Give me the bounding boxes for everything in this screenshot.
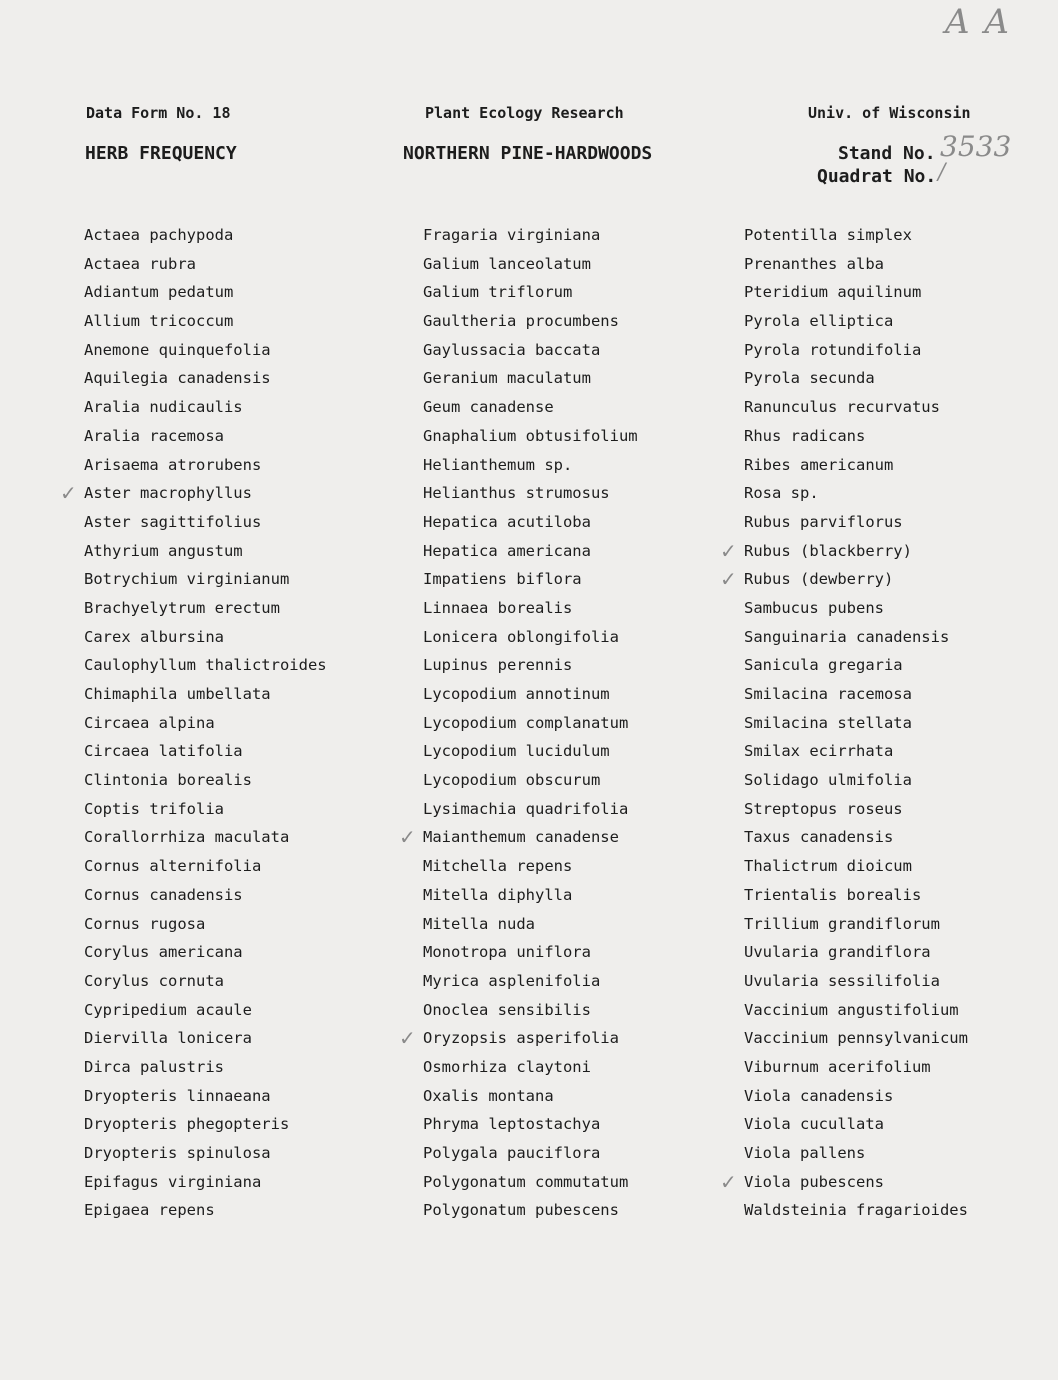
species-item bbox=[744, 1082, 1058, 1111]
species-name: Lonicera oblongifolia bbox=[423, 627, 619, 646]
species-item bbox=[744, 594, 1058, 623]
species-name: Caulophyllum thalictroides bbox=[84, 656, 327, 675]
species-item bbox=[423, 967, 743, 996]
species-item bbox=[423, 938, 743, 967]
species-item bbox=[423, 336, 743, 365]
species-name: Geranium maculatum bbox=[423, 369, 591, 388]
check-mark-icon: ✓ bbox=[720, 538, 737, 563]
species-item bbox=[84, 393, 404, 422]
species-name: Viola canadensis bbox=[744, 1086, 894, 1105]
species-name: Epifagus virginiana bbox=[84, 1172, 262, 1191]
species-name: Prenanthes alba bbox=[744, 254, 884, 273]
species-item bbox=[84, 737, 404, 766]
species-name: Myrica asplenifolia bbox=[423, 971, 601, 990]
species-name: Rosa sp. bbox=[744, 484, 819, 503]
species-name: Lysimachia quadrifolia bbox=[423, 799, 629, 818]
species-item bbox=[744, 766, 1058, 795]
species-name: Cornus canadensis bbox=[84, 885, 243, 904]
species-item bbox=[423, 221, 743, 250]
species-name: Corallorrhiza maculata bbox=[84, 828, 290, 847]
species-item bbox=[84, 766, 404, 795]
species-name: Waldsteinia fragarioides bbox=[744, 1201, 968, 1220]
species-item bbox=[84, 709, 404, 738]
species-name: Potentilla simplex bbox=[744, 226, 912, 244]
species-item bbox=[744, 451, 1058, 480]
species-item bbox=[84, 680, 404, 709]
species-name: Cornus rugosa bbox=[84, 914, 206, 933]
species-name: Diervilla lonicera bbox=[84, 1029, 252, 1048]
species-name: Linnaea borealis bbox=[423, 598, 573, 617]
species-name: Thalictrum dioicum bbox=[744, 857, 912, 876]
species-name: Clintonia borealis bbox=[84, 771, 252, 790]
species-item bbox=[744, 623, 1058, 652]
species-item bbox=[84, 278, 404, 307]
species-name: Allium tricoccum bbox=[84, 312, 234, 331]
species-item bbox=[423, 1139, 743, 1168]
species-name: Dryopteris linnaeana bbox=[84, 1086, 271, 1105]
species-name: Solidago ulmifolia bbox=[744, 771, 912, 790]
species-name: Mitella nuda bbox=[423, 914, 535, 933]
species-name: Aralia nudicaulis bbox=[84, 398, 243, 417]
species-name: Sanguinaria canadensis bbox=[744, 627, 950, 646]
species-item bbox=[84, 565, 404, 594]
species-name: Uvularia grandiflora bbox=[744, 943, 931, 962]
species-item bbox=[423, 278, 743, 307]
species-name: Trillium grandiflorum bbox=[744, 914, 940, 933]
species-name: Oryzopsis asperifolia bbox=[423, 1029, 619, 1048]
species-item bbox=[744, 709, 1058, 738]
species-name: Anemone quinquefolia bbox=[84, 340, 271, 359]
species-item bbox=[720, 565, 1058, 594]
species-name: Corylus cornuta bbox=[84, 971, 224, 990]
species-name: Phryma leptostachya bbox=[423, 1115, 601, 1134]
species-name: Cornus alternifolia bbox=[84, 857, 262, 876]
species-item bbox=[84, 451, 404, 480]
species-item bbox=[744, 1024, 1058, 1053]
species-item bbox=[423, 766, 743, 795]
species-name: Fragaria virginiana bbox=[423, 226, 601, 244]
species-name: Dryopteris phegopteris bbox=[84, 1115, 290, 1134]
check-mark-icon: ✓ bbox=[720, 567, 737, 592]
species-name: Rubus (dewberry) bbox=[744, 570, 894, 589]
species-item bbox=[84, 996, 404, 1025]
species-name: Aster sagittifolius bbox=[84, 512, 262, 531]
species-name: Arisaema atrorubens bbox=[84, 455, 262, 474]
species-name: Taxus canadensis bbox=[744, 828, 894, 847]
species-name: Polygonatum pubescens bbox=[423, 1201, 619, 1220]
species-name: Oxalis montana bbox=[423, 1086, 554, 1105]
species-name: Polygonatum commutatum bbox=[423, 1172, 629, 1191]
species-item bbox=[744, 795, 1058, 824]
species-name: Circaea latifolia bbox=[84, 742, 243, 761]
species-item bbox=[423, 364, 743, 393]
species-name: Smilacina racemosa bbox=[744, 685, 912, 703]
species-name: Hepatica acutiloba bbox=[423, 512, 591, 531]
species-item bbox=[84, 651, 404, 680]
species-name: Corylus americana bbox=[84, 943, 243, 962]
species-name: Smilax ecirrhata bbox=[744, 742, 894, 761]
species-item bbox=[423, 651, 743, 680]
species-item bbox=[744, 250, 1058, 279]
species-item bbox=[84, 1168, 404, 1197]
species-item bbox=[84, 422, 404, 451]
handwritten-corner-initials: A A bbox=[945, 2, 1011, 42]
species-name: Brachyelytrum erectum bbox=[84, 598, 280, 617]
species-item bbox=[744, 1110, 1058, 1139]
species-item bbox=[84, 1139, 404, 1168]
species-item bbox=[84, 938, 404, 967]
species-item bbox=[744, 364, 1058, 393]
quadrat-number-label: Quadrat No. bbox=[817, 166, 937, 187]
species-item bbox=[84, 1024, 404, 1053]
species-name: Sambucus pubens bbox=[744, 598, 884, 617]
species-name: Polygala pauciflora bbox=[423, 1144, 601, 1162]
species-name: Pyrola elliptica bbox=[744, 312, 894, 331]
species-name: Ribes americanum bbox=[744, 455, 894, 474]
species-name: Pyrola rotundifolia bbox=[744, 340, 922, 359]
species-item bbox=[84, 795, 404, 824]
species-item bbox=[744, 881, 1058, 910]
species-item bbox=[720, 537, 1058, 566]
species-name: Osmorhiza claytoni bbox=[423, 1057, 591, 1076]
species-name: Gaultheria procumbens bbox=[423, 312, 619, 331]
species-name: Epigaea repens bbox=[84, 1201, 215, 1220]
species-name: Ranunculus recurvatus bbox=[744, 398, 940, 417]
species-item bbox=[399, 823, 743, 852]
species-item bbox=[744, 852, 1058, 881]
species-item bbox=[423, 537, 743, 566]
species-item bbox=[84, 364, 404, 393]
species-item bbox=[84, 881, 404, 910]
form-number: Data Form No. 18 bbox=[86, 104, 231, 122]
species-column-2 bbox=[399, 221, 743, 1225]
species-item bbox=[423, 852, 743, 881]
form-title: HERB FREQUENCY bbox=[85, 143, 237, 164]
species-name: Dirca palustris bbox=[84, 1057, 224, 1076]
species-name: Vaccinium pennsylvanicum bbox=[744, 1029, 968, 1048]
species-name: Aster macrophyllus bbox=[84, 484, 252, 503]
species-item bbox=[744, 967, 1058, 996]
species-name: Adiantum pedatum bbox=[84, 283, 234, 302]
species-item bbox=[744, 737, 1058, 766]
species-item bbox=[744, 278, 1058, 307]
species-column-3 bbox=[720, 221, 1058, 1225]
species-item bbox=[84, 336, 404, 365]
species-item bbox=[423, 479, 743, 508]
species-name: Smilacina stellata bbox=[744, 713, 912, 732]
species-item bbox=[84, 508, 404, 537]
species-item bbox=[744, 996, 1058, 1025]
species-item bbox=[423, 623, 743, 652]
species-name: Aralia racemosa bbox=[84, 426, 224, 445]
species-item bbox=[84, 250, 404, 279]
species-item bbox=[423, 393, 743, 422]
species-name: Mitchella repens bbox=[423, 857, 573, 876]
species-item bbox=[84, 1110, 404, 1139]
species-name: Geum canadense bbox=[423, 398, 554, 417]
species-item bbox=[84, 307, 404, 336]
species-name: Helianthus strumosus bbox=[423, 484, 610, 503]
organization-label: Plant Ecology Research bbox=[425, 104, 624, 122]
species-name: Rubus (blackberry) bbox=[744, 541, 912, 560]
species-item bbox=[720, 1168, 1058, 1197]
species-item bbox=[423, 1196, 743, 1225]
species-item bbox=[744, 508, 1058, 537]
species-item bbox=[744, 1196, 1058, 1225]
quadrat-number-value: / bbox=[938, 160, 946, 185]
species-name: Carex albursina bbox=[84, 627, 224, 646]
species-item bbox=[744, 221, 1058, 250]
species-item bbox=[744, 823, 1058, 852]
species-name: Coptis trifolia bbox=[84, 799, 224, 818]
species-name: Lycopodium lucidulum bbox=[423, 742, 610, 761]
species-name: Lycopodium obscurum bbox=[423, 771, 601, 790]
species-name: Botrychium virginianum bbox=[84, 570, 290, 589]
species-item bbox=[744, 651, 1058, 680]
species-item bbox=[423, 1110, 743, 1139]
species-item bbox=[423, 737, 743, 766]
species-item bbox=[399, 1024, 743, 1053]
species-item bbox=[744, 307, 1058, 336]
check-mark-icon: ✓ bbox=[60, 481, 77, 506]
species-item bbox=[744, 938, 1058, 967]
community-title: NORTHERN PINE-HARDWOODS bbox=[403, 143, 653, 164]
stand-number-label: Stand No. bbox=[838, 143, 936, 164]
species-item bbox=[744, 393, 1058, 422]
species-name: Monotropa uniflora bbox=[423, 943, 591, 962]
species-item bbox=[84, 221, 404, 250]
stand-number-value: 3533 bbox=[940, 130, 1012, 163]
species-name: Gaylussacia baccata bbox=[423, 340, 601, 359]
species-name: Galium triflorum bbox=[423, 283, 573, 302]
species-item bbox=[423, 594, 743, 623]
species-item bbox=[744, 1139, 1058, 1168]
species-name: Actaea pachypoda bbox=[84, 226, 234, 244]
species-name: Viola pubescens bbox=[744, 1172, 884, 1191]
species-item bbox=[423, 680, 743, 709]
species-item bbox=[744, 336, 1058, 365]
species-item bbox=[84, 823, 404, 852]
species-name: Dryopteris spinulosa bbox=[84, 1144, 271, 1162]
species-item bbox=[84, 623, 404, 652]
species-item bbox=[60, 479, 404, 508]
species-item bbox=[423, 250, 743, 279]
species-name: Mitella diphylla bbox=[423, 885, 573, 904]
species-item bbox=[84, 967, 404, 996]
species-name: Helianthemum sp. bbox=[423, 455, 573, 474]
species-item bbox=[84, 594, 404, 623]
species-name: Uvularia sessilifolia bbox=[744, 971, 940, 990]
species-name: Viola pallens bbox=[744, 1144, 866, 1162]
species-name: Viola cucullata bbox=[744, 1115, 884, 1134]
check-mark-icon: ✓ bbox=[399, 825, 416, 850]
species-name: Galium lanceolatum bbox=[423, 254, 591, 273]
species-item bbox=[84, 537, 404, 566]
species-name: Sanicula gregaria bbox=[744, 656, 903, 675]
species-item bbox=[423, 307, 743, 336]
species-item bbox=[423, 565, 743, 594]
species-item bbox=[744, 680, 1058, 709]
species-name: Trientalis borealis bbox=[744, 885, 922, 904]
stand-number-field bbox=[838, 143, 936, 164]
species-name: Circaea alpina bbox=[84, 713, 215, 732]
species-item bbox=[423, 422, 743, 451]
species-item bbox=[423, 1082, 743, 1111]
species-item bbox=[423, 1168, 743, 1197]
university-label: Univ. of Wisconsin bbox=[808, 104, 971, 122]
check-mark-icon: ✓ bbox=[720, 1169, 737, 1194]
species-name: Impatiens biflora bbox=[423, 570, 582, 589]
species-name: Hepatica americana bbox=[423, 541, 591, 560]
species-item bbox=[423, 1053, 743, 1082]
quadrat-number-field bbox=[817, 166, 936, 187]
species-name: Actaea rubra bbox=[84, 254, 196, 273]
species-name: Athyrium angustum bbox=[84, 541, 243, 560]
species-column-1 bbox=[60, 221, 404, 1225]
species-name: Lupinus perennis bbox=[423, 656, 573, 675]
check-mark-icon: ✓ bbox=[399, 1026, 416, 1051]
species-item bbox=[744, 422, 1058, 451]
species-item bbox=[84, 1082, 404, 1111]
species-item bbox=[423, 910, 743, 939]
species-name: Pyrola secunda bbox=[744, 369, 875, 388]
species-item bbox=[84, 1196, 404, 1225]
species-item bbox=[423, 709, 743, 738]
species-name: Gnaphalium obtusifolium bbox=[423, 426, 638, 445]
species-name: Streptopus roseus bbox=[744, 799, 903, 818]
species-item bbox=[423, 996, 743, 1025]
species-name: Vaccinium angustifolium bbox=[744, 1000, 959, 1019]
species-item bbox=[84, 852, 404, 881]
species-name: Chimaphila umbellata bbox=[84, 685, 271, 703]
species-item bbox=[744, 479, 1058, 508]
species-item bbox=[744, 910, 1058, 939]
species-item bbox=[423, 795, 743, 824]
species-name: Cypripedium acaule bbox=[84, 1000, 252, 1019]
species-item bbox=[84, 1053, 404, 1082]
species-name: Rhus radicans bbox=[744, 426, 866, 445]
species-name: Onoclea sensibilis bbox=[423, 1000, 591, 1019]
species-name: Pteridium aquilinum bbox=[744, 283, 922, 302]
species-name: Lycopodium complanatum bbox=[423, 713, 629, 732]
species-item bbox=[744, 1053, 1058, 1082]
species-name: Maianthemum canadense bbox=[423, 828, 619, 847]
species-name: Viburnum acerifolium bbox=[744, 1057, 931, 1076]
species-item bbox=[423, 881, 743, 910]
species-name: Lycopodium annotinum bbox=[423, 685, 610, 703]
species-item bbox=[423, 451, 743, 480]
species-item bbox=[84, 910, 404, 939]
species-item bbox=[423, 508, 743, 537]
species-name: Rubus parviflorus bbox=[744, 512, 903, 531]
species-name: Aquilegia canadensis bbox=[84, 369, 271, 388]
